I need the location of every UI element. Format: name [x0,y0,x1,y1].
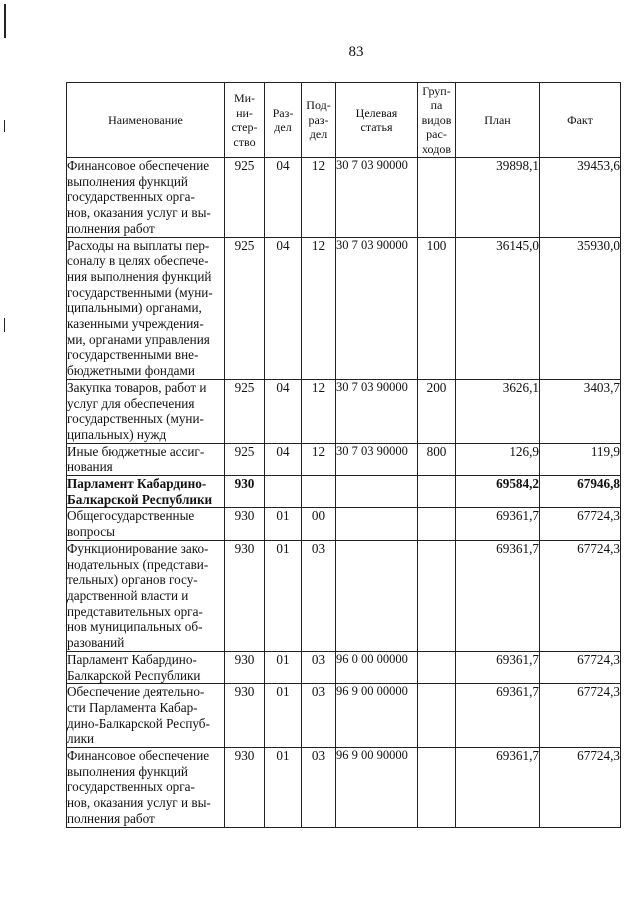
section-cell: 01 [265,651,302,683]
row-name-cell [67,508,225,540]
header-line: Под- [306,98,331,113]
header-line: видов [421,112,452,127]
table-row [67,684,621,748]
plan-cell: 69361,7 [456,748,540,828]
header-line: ни- [236,105,253,120]
expense-group-cell [418,651,456,683]
row-name-line: ципальных) нужд [67,426,167,442]
row-name-line: Функционирование зако- [67,540,209,556]
plan-cell: 69361,7 [456,508,540,540]
row-name-cell [67,476,225,508]
row-name-line: полнения работ [67,810,155,826]
row-name-line: тельных) органов госу- [67,572,198,588]
row-name-line: Расходы на выплаты пер- [67,237,210,253]
table-row [67,379,621,443]
target-article-cell [336,476,418,508]
section-cell: 04 [265,237,302,379]
section-cell: 01 [265,748,302,828]
header-line: План [484,112,511,127]
subsection-cell: 12 [302,443,336,475]
row-name-line: нования [67,459,113,475]
header-line: ство [233,134,256,149]
header-line: ходов [422,141,451,156]
header-line: Груп- [422,83,451,98]
plan-cell: 69361,7 [456,540,540,651]
header-ministry [225,83,265,158]
expense-group-cell [418,508,456,540]
expense-group-cell [418,684,456,748]
header-line: статья [360,120,393,134]
header-line: Раз- [272,105,294,120]
ministry-cell: 925 [225,379,265,443]
expense-group-cell: 100 [418,237,456,379]
expense-group-cell [418,540,456,651]
plan-cell: 69361,7 [456,684,540,748]
header-target-article [336,83,418,158]
table-body [67,158,621,828]
section-cell: 01 [265,540,302,651]
row-name-line: ми, органами управления [67,331,210,347]
target-article-cell [336,540,418,651]
header-line: стер- [231,120,258,134]
section-cell: 04 [265,158,302,238]
header-line: Факт [567,112,593,127]
fact-cell: 119,9 [540,443,621,475]
header-fact [540,83,621,158]
row-name-line: казенными учреждения- [67,316,204,332]
ministry-cell: 925 [225,443,265,475]
header-subsection [302,83,336,158]
row-name-cell [67,158,225,238]
section-cell: 01 [265,684,302,748]
row-name-line: Финансовое обеспечение [67,748,210,764]
row-name-line: услуг для обеспечения [67,395,195,411]
table-row [67,748,621,828]
target-article-cell [336,508,418,540]
header-line: Целевая [355,105,398,120]
ministry-cell: 925 [225,237,265,379]
row-name-line: Обеспечение деятельно- [67,684,205,700]
expense-group-cell [418,748,456,828]
subsection-cell: 00 [302,508,336,540]
plan-cell: 39898,1 [456,158,540,238]
row-name-line: дарственной власти и [67,587,189,603]
row-name-line: государственных орга- [67,189,195,205]
section-cell: 04 [265,379,302,443]
row-name-line: выполнения функций [67,763,188,779]
subsection-cell: 03 [302,651,336,683]
row-name-cell [67,237,225,379]
row-name-line: Балкарской Республики [67,491,213,507]
plan-cell: 3626,1 [456,379,540,443]
budget-table [66,82,621,828]
section-cell: 04 [265,443,302,475]
ministry-cell: 930 [225,748,265,828]
row-name-line: полнения работ [67,220,155,236]
row-name-cell [67,540,225,651]
header-expense-group [418,83,456,158]
target-article-cell: 30 7 03 90000 [336,158,418,238]
row-name-line: представительных орга- [67,603,203,619]
header-line: дел [274,120,292,134]
row-name-line: государственными (муни- [67,284,213,300]
table-header-row [67,83,621,158]
plan-cell: 69361,7 [456,651,540,683]
table-row [67,508,621,540]
table-row [67,540,621,651]
row-name-line: государственных орга- [67,779,195,795]
section-cell [265,476,302,508]
row-name-line: нов муниципальных об- [67,619,203,635]
header-plan [456,83,540,158]
fact-cell: 67724,3 [540,508,621,540]
row-name-line: ния выполнения функций [67,268,212,284]
fact-cell: 67724,3 [540,748,621,828]
row-name-cell [67,443,225,475]
subsection-cell: 03 [302,540,336,651]
row-name-line: Общегосударственные [67,508,195,524]
row-name-line: разований [67,635,125,651]
scan-edge-mark-top [4,4,6,38]
ministry-cell: 925 [225,158,265,238]
plan-cell: 36145,0 [456,237,540,379]
scan-edge-mark-middle [4,120,5,132]
fact-cell: 35930,0 [540,237,621,379]
subsection-cell [302,476,336,508]
row-name-line: сти Парламента Кабар- [67,699,198,715]
fact-cell: 3403,7 [540,379,621,443]
row-name-cell [67,379,225,443]
row-name-cell [67,748,225,828]
fact-cell: 67724,3 [540,651,621,683]
target-article-cell: 96 9 00 90000 [336,748,418,828]
fact-cell: 67946,8 [540,476,621,508]
plan-cell: 69584,2 [456,476,540,508]
section-cell: 01 [265,508,302,540]
header-line: раз- [308,112,329,127]
row-name-line: соналу в целях обеспече- [67,253,209,269]
header-name [67,83,225,158]
expense-group-cell: 800 [418,443,456,475]
row-name-line: государственными вне- [67,347,199,363]
subsection-cell: 12 [302,237,336,379]
row-name-line: бюджетными фондами [67,363,195,379]
target-article-cell: 30 7 03 90000 [336,237,418,379]
target-article-cell: 30 7 03 90000 [336,379,418,443]
row-name-cell [67,684,225,748]
table-row [67,651,621,683]
ministry-cell: 930 [225,651,265,683]
row-name-line: лики [67,731,95,747]
header-line: па [430,98,443,113]
scan-edge-mark-lower [4,318,5,332]
target-article-cell: 30 7 03 90000 [336,443,418,475]
row-name-line: государственных (муни- [67,411,204,427]
ministry-cell: 930 [225,476,265,508]
row-name-line: выполнения функций [67,173,188,189]
fact-cell: 67724,3 [540,540,621,651]
expense-group-cell [418,158,456,238]
row-name-line: нов, оказания услуг и вы- [67,795,211,811]
table-row [67,476,621,508]
table-row [67,158,621,238]
header-section [265,83,302,158]
subsection-cell: 12 [302,158,336,238]
expense-group-cell: 200 [418,379,456,443]
row-name-line: Парламент Кабардино- [67,651,197,667]
row-name-line: нодательных (представи- [67,556,209,572]
subsection-cell: 03 [302,684,336,748]
fact-cell: 39453,6 [540,158,621,238]
target-article-cell: 96 0 00 00000 [336,651,418,683]
row-name-line: Иные бюджетные ассиг- [67,443,205,459]
expense-group-cell [418,476,456,508]
row-name-line: вопросы [67,524,116,540]
row-name-line: нов, оказания услуг и вы- [67,205,211,221]
header-line: Ми- [233,91,256,105]
ministry-cell: 930 [225,684,265,748]
row-name-line: Парламент Кабардино- [67,476,207,492]
ministry-cell: 930 [225,540,265,651]
row-name-cell [67,651,225,683]
table-row [67,443,621,475]
row-name-line: ципальными) органами, [67,300,202,316]
row-name-line: Финансовое обеспечение [67,158,210,173]
target-article-cell: 96 9 00 00000 [336,684,418,748]
fact-cell: 67724,3 [540,684,621,748]
plan-cell: 126,9 [456,443,540,475]
row-name-line: дино-Балкарской Респуб- [67,715,210,731]
page-number: 83 [348,44,364,60]
table-row [67,237,621,379]
header-line: рас- [426,127,447,142]
header-line: дел [309,127,328,142]
row-name-line: Закупка товаров, работ и [67,379,207,395]
row-name-line: Балкарской Республики [67,667,201,683]
ministry-cell: 930 [225,508,265,540]
header-line: Наименование [108,112,183,127]
subsection-cell: 12 [302,379,336,443]
subsection-cell: 03 [302,748,336,828]
